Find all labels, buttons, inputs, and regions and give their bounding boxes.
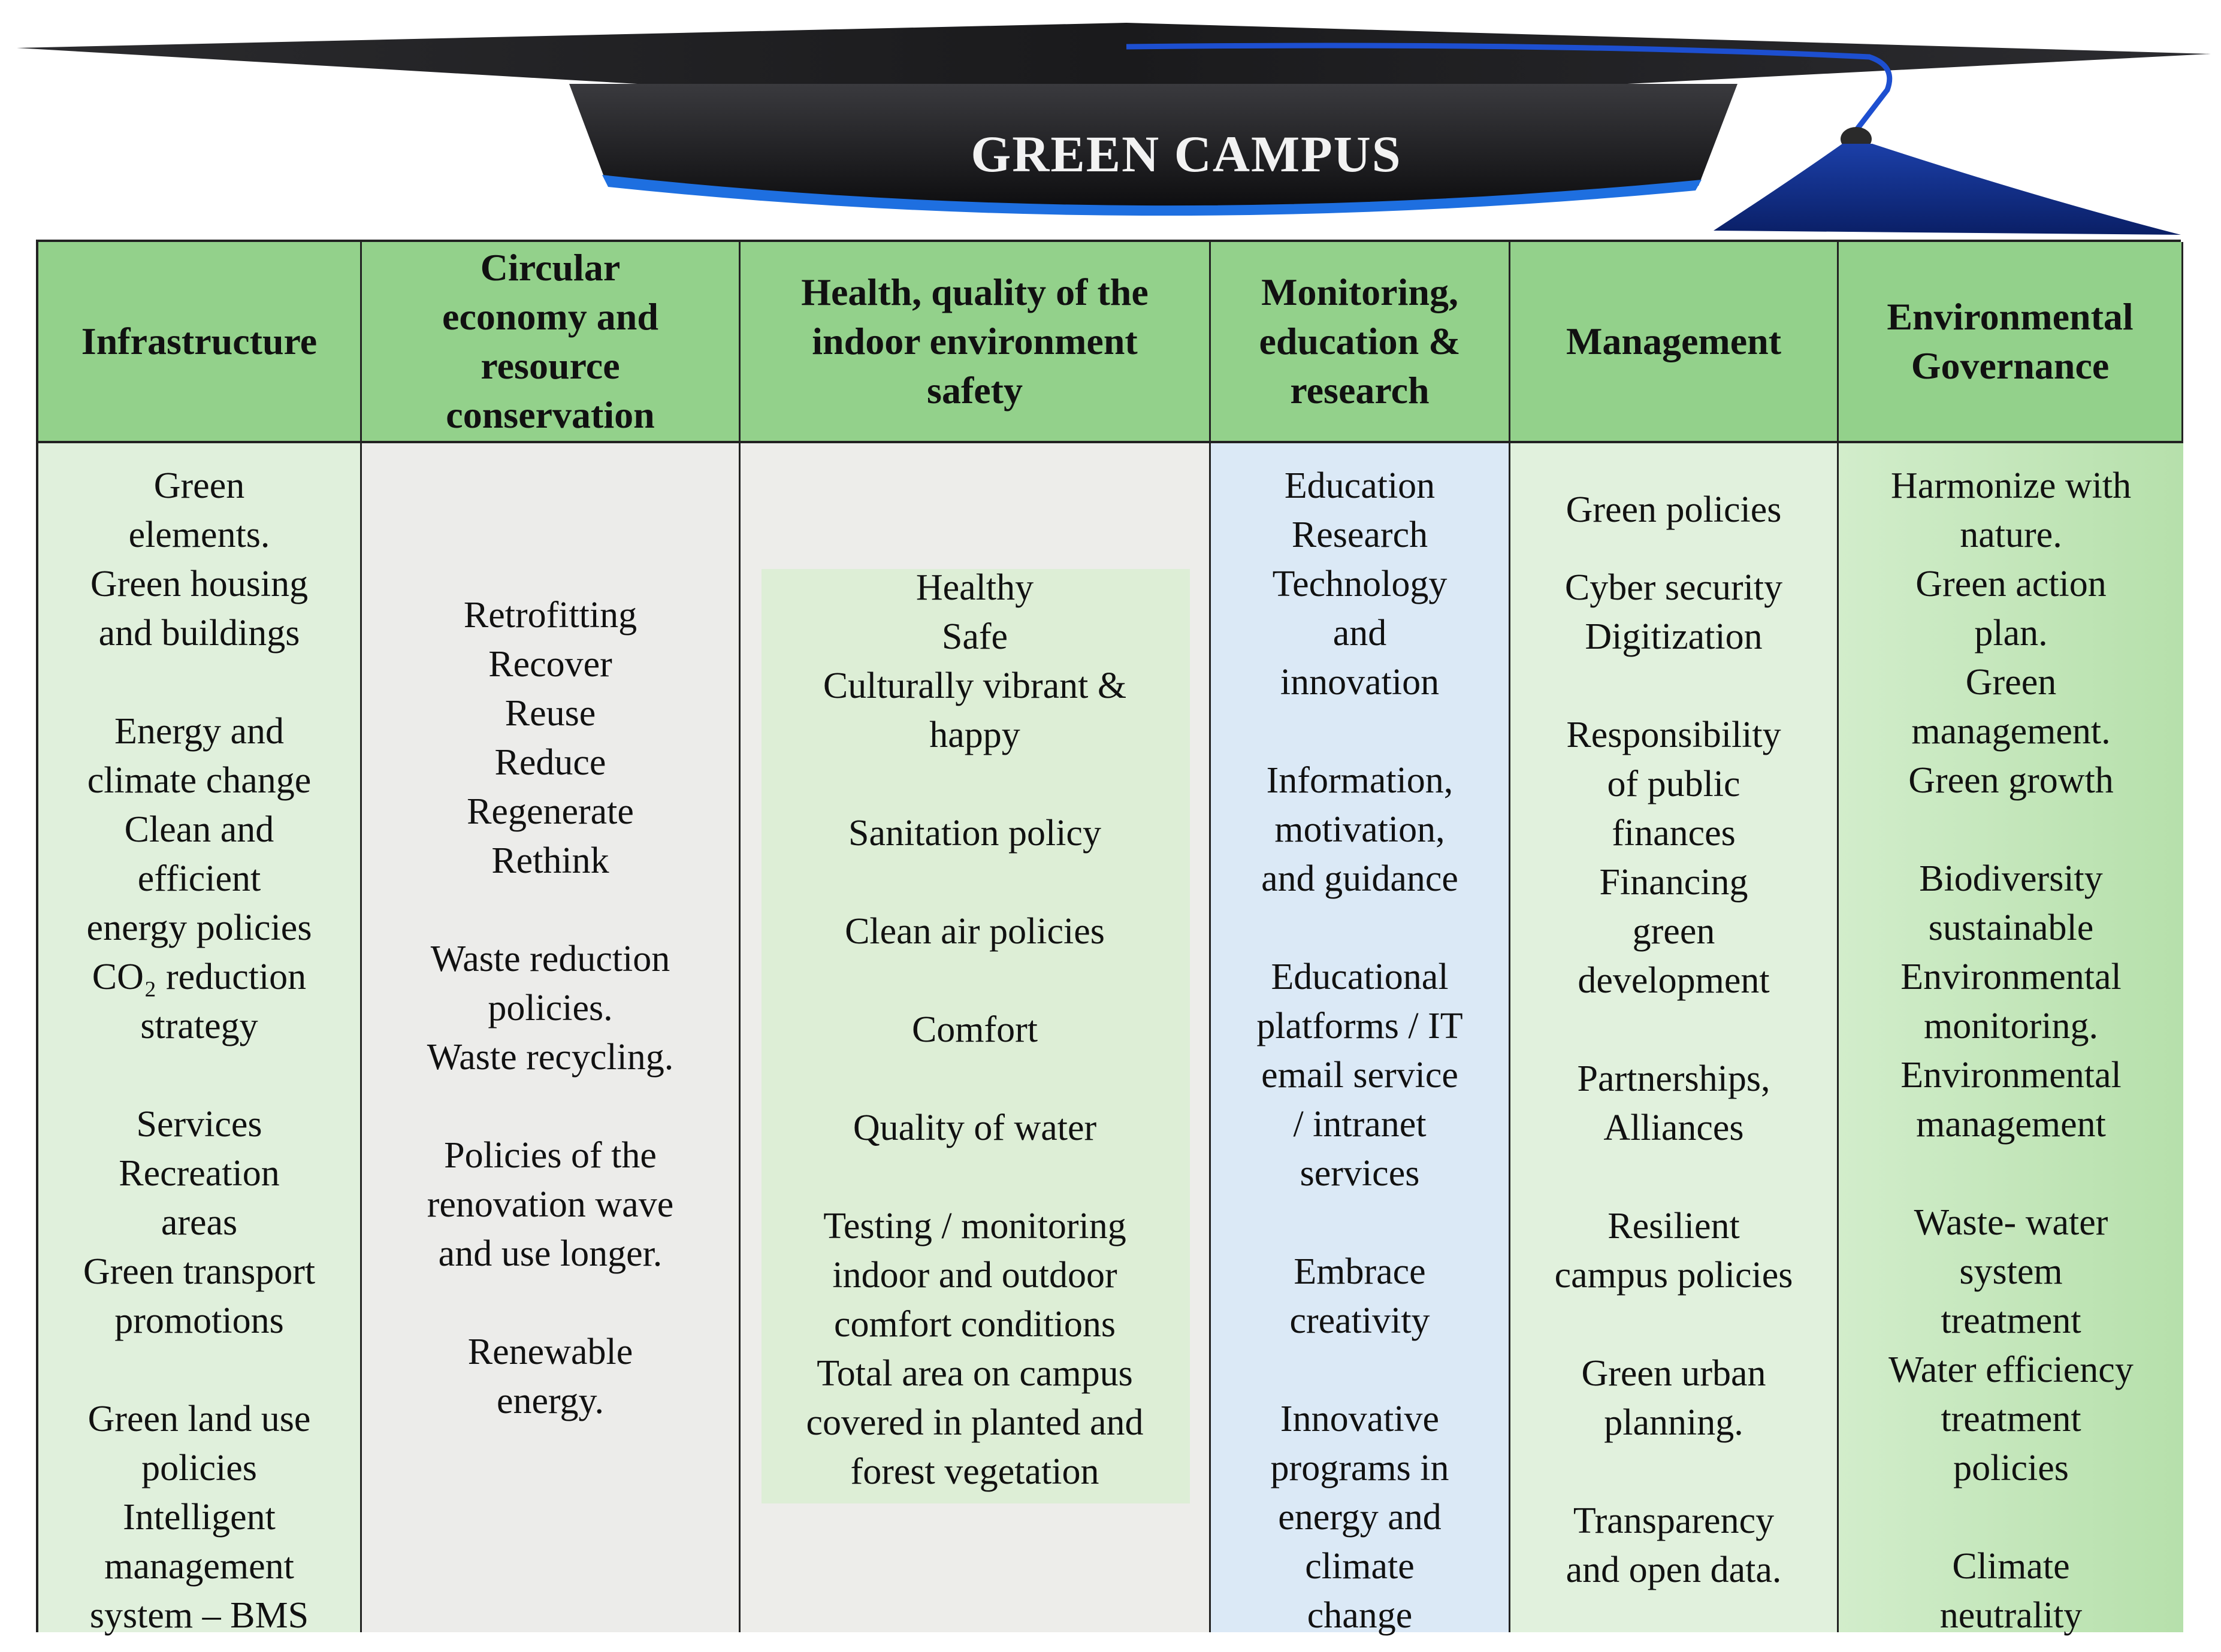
header-monitoring: Monitoring, education & research xyxy=(1211,242,1510,443)
cell-text: Green policies xyxy=(1566,489,1782,530)
cell-text: Embrace creativity xyxy=(1289,1251,1430,1341)
cell-text: Biodiversity sustainable Environmental monitoring. Environmental management xyxy=(1900,858,2122,1145)
cell-text: Green urban planning. xyxy=(1581,1353,1766,1443)
cell-text: Quality of water xyxy=(853,1108,1097,1148)
column-management xyxy=(1510,443,1839,1632)
column-health xyxy=(741,443,1211,1632)
cell-text: Green elements. Green housing and buildings xyxy=(90,465,309,653)
cell-text: Educational platforms / IT email service / intranet services xyxy=(1256,957,1463,1194)
cell-text: Partnerships, Alliances xyxy=(1577,1058,1770,1148)
column-environmental-governance xyxy=(1839,443,2183,1636)
cell-text: Harmonize with nature. Green action plan. Green management. Green growth xyxy=(1890,465,2132,801)
column-circular-economy xyxy=(362,443,741,1632)
cell-text: Healthy Safe Culturally vibrant & happy xyxy=(823,567,1127,755)
cell-text: Information, motivation, and guidance xyxy=(1261,760,1458,899)
cell-text: Retrofitting Recover Reuse Reduce Regenerate Rethink xyxy=(463,595,637,881)
page-title: GREEN CAMPUS xyxy=(971,125,1402,183)
header-infrastructure: Infrastructure xyxy=(38,242,362,443)
header-environmental-governance: Environmental Governance xyxy=(1839,242,2183,443)
cell-text: Responsibility of public finances Financing green development xyxy=(1566,715,1781,1001)
cell-text: Sanitation policy xyxy=(848,813,1101,854)
header-health: Health, quality of the indoor environment safety xyxy=(741,242,1211,443)
column-monitoring xyxy=(1211,443,1510,1636)
header-circular-economy: Circular economy and resource conservation xyxy=(362,242,741,443)
cell-text: Education Research Technology and innovation xyxy=(1272,465,1448,703)
cell-text: Policies of the renovation wave and use longer. xyxy=(427,1135,674,1274)
cell-text: Cyber security Digitization xyxy=(1564,567,1783,657)
cell-text: Climate neutrality xyxy=(1939,1546,2083,1636)
cell-text: Comfort xyxy=(911,1009,1038,1050)
cell-text: Clean air policies xyxy=(845,911,1105,952)
header-management: Management xyxy=(1510,242,1839,443)
cell-text: Energy and climate change Clean and efficient energy policies CO₂ reduction strategy xyxy=(86,711,312,1046)
cell-text: Transparency and open data. xyxy=(1566,1500,1782,1590)
tassel-fringe xyxy=(1714,144,2181,235)
cell-text: Green land use policies Intelligent management system – BMS xyxy=(87,1399,311,1636)
cell-text: Testing / monitoring indoor and outdoor comfort conditions Total area on campus covered in planted and forest vegetation xyxy=(806,1206,1144,1492)
cell-text: Waste reduction policies. Waste recycling. xyxy=(427,939,674,1078)
cell-text: Renewable energy. xyxy=(467,1332,633,1421)
cell-text: Waste- water system treatment Water efficiency treatment policies xyxy=(1888,1202,2134,1488)
cell-text: Innovative programs in energy and climate change xyxy=(1270,1399,1449,1636)
cell-text: Resilient campus policies xyxy=(1554,1206,1793,1296)
green-campus-table xyxy=(36,240,2181,1636)
column-infrastructure xyxy=(38,443,362,1636)
cell-text: Services Recreation areas Green transport promotions xyxy=(83,1104,316,1341)
